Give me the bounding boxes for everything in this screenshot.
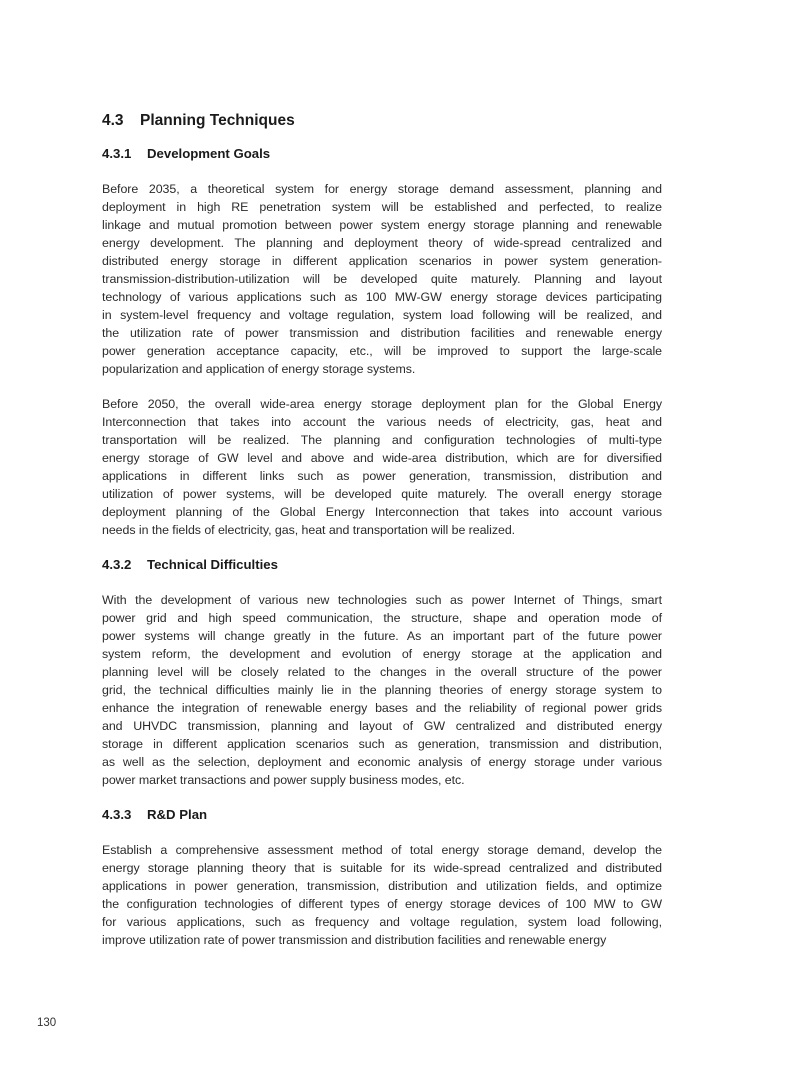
text-line: power systems will change greatly in the future. As an important part of the future power — [102, 629, 662, 643]
subsection-4-3-2 — [102, 556, 662, 789]
text-line: power market transactions and power supply business modes, etc. — [102, 773, 465, 787]
text-line: transmission-distribution-utilization will be developed quite maturely. Planning and layout — [102, 272, 662, 286]
text-line: applications in different links such as power generation, transmission, distribution and — [102, 469, 662, 483]
text-line: planning level will be closely related to the changes in the overall structure of the power — [102, 665, 662, 679]
subsection-number: 4.3.1 — [102, 146, 132, 161]
text-line: Before 2050, the overall wide-area energy storage deployment plan for the Global Energy — [102, 397, 662, 411]
subsection-title: R&D Plan — [147, 807, 208, 822]
page-content — [102, 111, 662, 966]
paragraph — [102, 395, 662, 539]
text-line: grid, the technical difficulties mainly lie in the planning theories of energy storage system to — [102, 683, 662, 697]
paragraph — [102, 591, 662, 789]
text-line: improve utilization rate of power transmission and distribution facilities and renewable energy — [102, 933, 607, 947]
text-line: needs in the fields of electricity, gas, heat and transportation will be realized. — [102, 523, 516, 537]
subsection-heading — [102, 806, 662, 824]
subsection-title: Technical Difficulties — [147, 557, 278, 572]
text-line: energy development. The planning and deployment theory of wide-spread centralized and — [102, 236, 662, 250]
text-line: the configuration technologies of different types of energy storage devices of 100 MW to GW — [102, 897, 662, 911]
text-line: Before 2035, a theoretical system for energy storage demand assessment, planning and — [102, 182, 662, 196]
text-line: power grid and high speed communication, the structure, shape and operation mode of — [102, 611, 662, 625]
paragraph — [102, 841, 662, 949]
text-line: deployment in high RE penetration system will be established and perfected, to realize — [102, 200, 662, 214]
text-line: enhance the integration of renewable energy bases and the reliability of regional power grids — [102, 701, 662, 715]
subsection-heading — [102, 556, 662, 574]
text-line: linkage and mutual promotion between power system energy storage planning and renewable — [102, 218, 662, 232]
paragraph — [102, 180, 662, 378]
text-line: popularization and application of energy storage systems. — [102, 362, 416, 376]
text-line: deployment planning of the Global Energy Interconnection that takes into account various — [102, 505, 662, 519]
text-line: system reform, the development and evolution of energy storage at the application and — [102, 647, 662, 661]
text-line: technology of various applications such as 100 MW-GW energy storage devices participating — [102, 290, 662, 304]
text-line: distributed energy storage in different application scenarios in power system generation- — [102, 254, 662, 268]
text-line: storage in different application scenarios such as generation, transmission and distribution, — [102, 737, 662, 751]
subsection-heading — [102, 145, 662, 163]
text-line: applications in power generation, transmission, distribution and utilization fields, and optimize — [102, 879, 662, 893]
text-line: and UHVDC transmission, planning and layout of GW centralized and distributed energy — [102, 719, 662, 733]
text-line: for various applications, such as frequency and voltage regulation, system load following, — [102, 915, 662, 929]
section-title: Planning Techniques — [140, 112, 295, 129]
subsection-title: Development Goals — [147, 146, 271, 161]
subsection-number: 4.3.2 — [102, 557, 132, 572]
text-line: the utilization rate of power transmission and distribution facilities and renewable energy — [102, 326, 662, 340]
text-line: With the development of various new technologies such as power Internet of Things, smart — [102, 593, 662, 607]
page-number: 130 — [37, 1017, 57, 1029]
text-line: utilization of power systems, will be developed quite maturely. The overall energy storage — [102, 487, 662, 501]
text-line: transportation will be realized. The planning and configuration technologies of multi-type — [102, 433, 662, 447]
text-line: as well as the selection, deployment and economic analysis of energy storage under various — [102, 755, 662, 769]
section-number: 4.3 — [102, 112, 124, 129]
subsections — [102, 145, 662, 949]
subsection-4-3-3 — [102, 806, 662, 949]
section-heading — [102, 111, 662, 131]
text-line: Establish a comprehensive assessment method of total energy storage demand, develop the — [102, 843, 662, 857]
text-line: power generation acceptance capacity, etc., will be improved to support the large-scale — [102, 344, 662, 358]
subsection-4-3-1 — [102, 145, 662, 539]
text-line: energy storage planning theory that is suitable for its wide-spread centralized and distributed — [102, 861, 662, 875]
subsection-number: 4.3.3 — [102, 807, 132, 822]
text-line: Interconnection that takes into account the various needs of electricity, gas, heat and — [102, 415, 662, 429]
text-line: in system-level frequency and voltage regulation, system load following will be realized, and — [102, 308, 662, 322]
text-line: energy storage of GW level and above and wide-area distribution, which are for diversified — [102, 451, 662, 465]
